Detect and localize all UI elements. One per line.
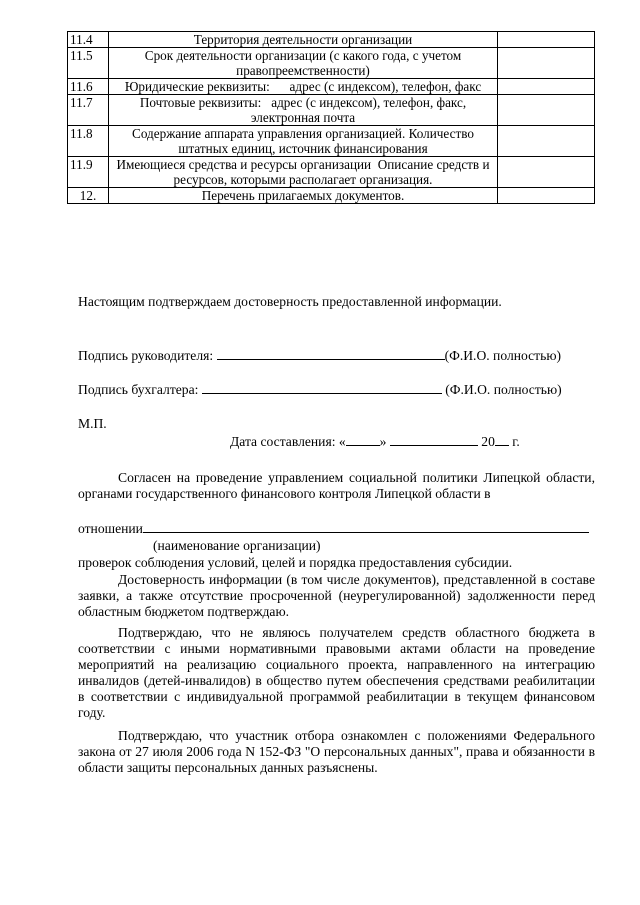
organization-name-field[interactable] <box>143 520 589 533</box>
date-line <box>230 433 590 450</box>
row-value-cell[interactable] <box>498 95 595 126</box>
date-year-field[interactable] <box>495 433 509 446</box>
row-description: Территория деятельности организации <box>109 32 498 48</box>
row-number: 12. <box>68 188 109 204</box>
head-signature-note: (Ф.И.О. полностью) <box>444 348 561 363</box>
date-month-field[interactable] <box>390 433 478 446</box>
row-value-cell[interactable] <box>498 157 595 188</box>
date-label: Дата составления: « <box>230 434 346 449</box>
row-number: 11.9 <box>68 157 109 188</box>
stamp-label: М.П. <box>78 416 107 431</box>
consent-paragraph-3: Подтверждаю, что не являюсь получателем средств областного бюджета в соответствии с иными нормативными правовыми актами области на проведение мероприятий на реализацию социального проекта, направленного на интеграцию инвалидов (детей-инвалидов) в общество путем обеспечения средствами реабилитации в соответствии с индивидуальной программой реабилитации в текущем финансовом году. <box>78 625 595 720</box>
row-description: Срок деятельности организации (с какого года, с учетом правопреемственности) <box>109 48 498 79</box>
date-mid: » <box>379 434 387 449</box>
row-value-cell[interactable] <box>498 188 595 204</box>
row-value-cell[interactable] <box>498 48 595 79</box>
table-row <box>68 32 595 48</box>
accountant-signature-field[interactable] <box>202 381 442 394</box>
date-day-field[interactable] <box>346 433 380 446</box>
head-signature-line <box>78 347 595 364</box>
table-row <box>68 95 595 126</box>
consent-paragraph-1-end: проверок соблюдения условий, целей и порядка предоставления субсидии. <box>78 555 513 570</box>
organization-prefix: отношении <box>78 521 143 536</box>
accountant-signature-note: (Ф.И.О. полностью) <box>445 382 562 397</box>
row-number: 11.8 <box>68 126 109 157</box>
confirmation-statement: Настоящим подтверждаем достоверность предоставленной информации. <box>78 294 502 309</box>
table-row <box>68 188 595 204</box>
consent-paragraph-2: Достоверность информации (в том числе документов), представленной в составе заявки, а также отсутствие просроченной (неурегулированной) задолженности перед областным бюджетом подтверждаю. <box>78 572 595 619</box>
row-description: Перечень прилагаемых документов. <box>109 188 498 204</box>
row-value-cell[interactable] <box>498 32 595 48</box>
row-description: Имеющиеся средства и ресурсы организации Описание средств и ресурсов, которыми располагает организация. <box>109 157 498 188</box>
row-number: 11.5 <box>68 48 109 79</box>
table-row <box>68 126 595 157</box>
table-row <box>68 157 595 188</box>
accountant-signature-line <box>78 381 595 398</box>
info-table <box>67 31 595 204</box>
row-value-cell[interactable] <box>498 126 595 157</box>
table-row <box>68 79 595 95</box>
row-description: Юридические реквизиты: адрес (с индексом), телефон, факс <box>109 79 498 95</box>
row-number: 11.7 <box>68 95 109 126</box>
head-signature-field[interactable] <box>217 347 445 360</box>
row-value-cell[interactable] <box>498 79 595 95</box>
date-year-prefix: 20 <box>481 434 495 449</box>
row-number: 11.4 <box>68 32 109 48</box>
consent-paragraph-1: Согласен на проведение управлением социальной политики Липецкой области, органами государственного финансового контроля Липецкой области в <box>78 470 595 501</box>
consent-paragraph-4: Подтверждаю, что участник отбора ознакомлен с положениями Федерального закона от 27 июля 2006 года N 152-ФЗ "О персональных данных", права и обязанности в области защиты персональных данных разъяснены. <box>78 728 595 775</box>
table-row <box>68 48 595 79</box>
row-description: Содержание аппарата управления организацией. Количество штатных единиц, источник финансирования <box>109 126 498 157</box>
organization-line <box>78 520 595 537</box>
accountant-signature-label: Подпись бухгалтера: <box>78 382 199 397</box>
organization-caption: (наименование организации) <box>153 538 321 553</box>
date-year-suffix: г. <box>512 434 520 449</box>
row-description: Почтовые реквизиты: адрес (с индексом), телефон, факс, электронная почта <box>109 95 498 126</box>
head-signature-label: Подпись руководителя: <box>78 348 214 363</box>
row-number: 11.6 <box>68 79 109 95</box>
